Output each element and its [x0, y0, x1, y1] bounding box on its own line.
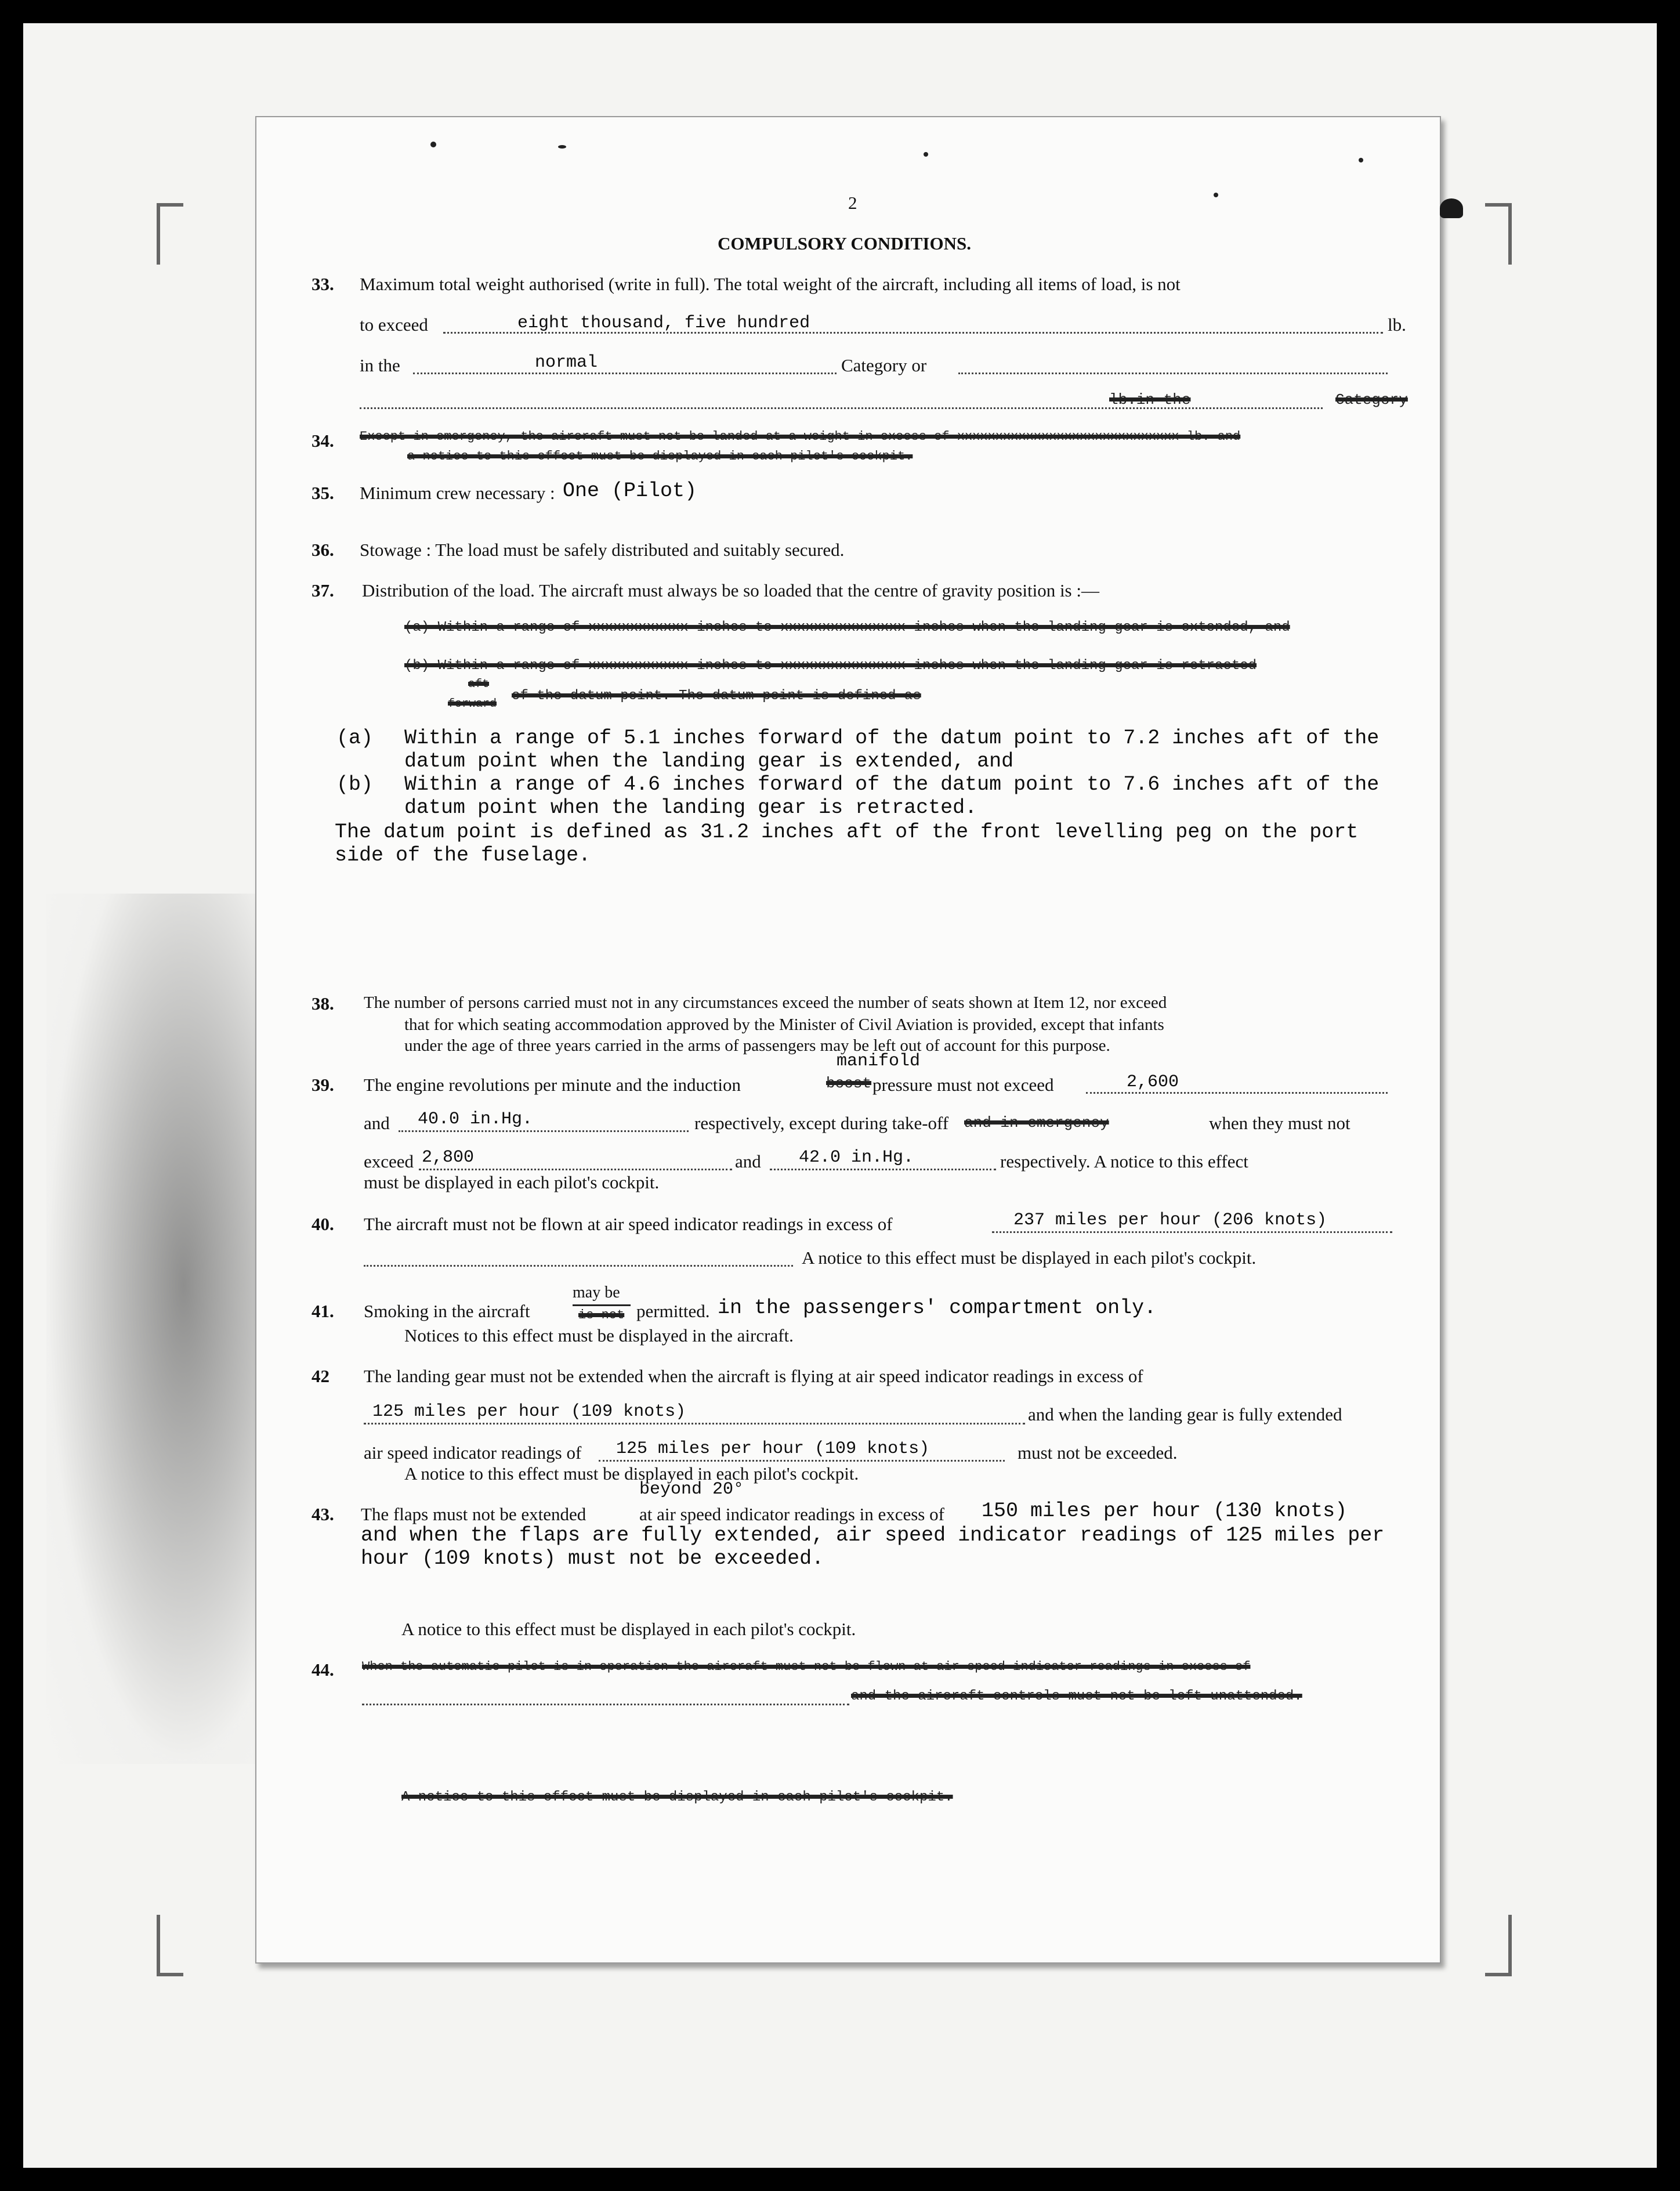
rpm-takeoff-value: 2,800 [422, 1148, 475, 1167]
typed-text: Within a range of 5.1 inches forward of the datum point to 7.2 inches aft of the [404, 726, 1380, 750]
fill-line [770, 1169, 996, 1170]
typed-text: in the passengers' compartment only. [718, 1296, 1157, 1319]
item-number: 41. [312, 1301, 334, 1321]
ink-speck [430, 142, 436, 147]
fill-line [364, 1265, 793, 1267]
typed-text: The datum point is defined as 31.2 inches aft of the front levelling peg on the port [335, 820, 1359, 844]
notice-text: A notice to this effect must be displayed in each pilot's cockpit. [404, 1463, 859, 1484]
notice-text: A notice to this effect must be displayed in each pilot's cockpit. [401, 1619, 856, 1639]
item-text: under the age of three years carried in the arms of passengers may be left out of account for this purpose. [404, 1036, 1110, 1055]
item-text: The number of persons carried must not in any circumstances exceed the number of seats shown at Item 12, nor exceed [364, 993, 1167, 1012]
ink-speck [1214, 193, 1218, 197]
fill-line [958, 373, 1388, 374]
item-text: respectively. A notice to this effect [1000, 1151, 1248, 1172]
fill-line [992, 1231, 1392, 1233]
item-text: respectively, except during take-off [694, 1113, 949, 1133]
notice-text: Notices to this effect must be displayed in the aircraft. [404, 1325, 794, 1346]
item-text: must not be exceeded. [1018, 1442, 1178, 1463]
struck-text: When the automatic pilot is in operation the aircraft must not be flown at air speed indicator readings in excess of [362, 1659, 1251, 1674]
item-number: 42 [312, 1366, 330, 1386]
item-text: must be displayed in each pilot's cockpit. [364, 1172, 660, 1192]
item-text: Minimum crew necessary : [360, 483, 555, 503]
struck-text: a notice to this effect must be displayed in each pilot's cockpit. [407, 449, 913, 464]
notice-text: A notice to this effect must be displayed in each pilot's cockpit. [802, 1248, 1257, 1268]
fill-line [413, 373, 837, 374]
item-number: 39. [312, 1075, 334, 1095]
fill-line [599, 1460, 1005, 1462]
ink-speck [1440, 198, 1463, 218]
item-number: 33. [312, 274, 334, 294]
item-number: 38. [312, 993, 334, 1014]
typed-text: side of the fuselage. [335, 844, 591, 867]
item-number: 34. [312, 431, 334, 451]
gear-extended-speed-value: 125 miles per hour (109 knots) [616, 1439, 930, 1459]
struck-text: Except in emergency, the aircraft must not be landed at a weight in excess of xxxxxxxxxxxxxxxxxxxxxxxxxxxxx lb. and [360, 429, 1241, 444]
fill-line [399, 1130, 689, 1132]
fraction-bottom-struck: is not [578, 1308, 625, 1322]
typed-text: 150 miles per hour (130 knots) [982, 1499, 1348, 1523]
rpm-value: 2,600 [1127, 1072, 1179, 1092]
item-number: 37. [312, 580, 334, 601]
ink-speck [1359, 158, 1363, 162]
struck-fraction-bottom: forward [448, 697, 497, 711]
item-text: The aircraft must not be flown at air speed indicator readings in excess of [364, 1214, 893, 1234]
crop-mark-top-right [1485, 203, 1512, 265]
item-number: 35. [312, 483, 334, 503]
struck-text: (a) Within a range of xxxxxxxxxxxx inches to xxxxxxxxxxxxxxx inches when the landing gear is extended, and [404, 620, 1290, 635]
fraction-bar [573, 1304, 631, 1306]
item-text: that for which seating accommodation approved by the Minister of Civil Aviation is provided, except that infants [404, 1015, 1164, 1034]
struck-text: A notice to this effect must be displayed in each pilot's cockpit. [401, 1789, 953, 1805]
struck-text: (b) Within a range of xxxxxxxxxxxx inches to xxxxxxxxxxxxxxx inches when the landing gear is retracted [404, 658, 1257, 674]
item-text: and when the landing gear is fully extended [1028, 1404, 1342, 1424]
item-text: pressure must not exceed [872, 1075, 1054, 1095]
field-unit: lb. [1388, 314, 1406, 335]
struck-text: lb.in the [1109, 391, 1191, 408]
item-text: Stowage : The load must be safely distributed and suitably secured. [360, 540, 845, 560]
item-text: at air speed indicator readings in excess of [639, 1504, 944, 1524]
fraction-top: may be [573, 1283, 620, 1301]
item-number: 36. [312, 540, 334, 560]
ink-speck [924, 152, 928, 157]
pressure-takeoff-value: 42.0 in.Hg. [799, 1148, 914, 1167]
airspeed-limit-value: 237 miles per hour (206 knots) [1013, 1210, 1327, 1230]
item-text: The engine revolutions per minute and the induction [364, 1075, 741, 1095]
field-label: in the [360, 355, 400, 375]
struck-text: Category [1335, 391, 1408, 408]
item-text: The landing gear must not be extended when the aircraft is flying at air speed indicator readings in excess of [364, 1366, 1143, 1386]
gear-extend-speed-value: 125 miles per hour (109 knots) [372, 1402, 686, 1422]
crew-value: One (Pilot) [563, 479, 697, 502]
item-text: Maximum total weight authorised (write in full). The total weight of the aircraft, including all items of load, is not [360, 274, 1181, 294]
document-page [255, 116, 1441, 1964]
item-text: Smoking in the aircraft [364, 1301, 530, 1321]
typed-text: Within a range of 4.6 inches forward of the datum point to 7.6 inches aft of the [404, 773, 1380, 796]
typed-insert: beyond 20° [639, 1480, 744, 1499]
field-label: to exceed [360, 314, 428, 335]
item-number: 43. [312, 1504, 334, 1524]
typed-label: (b) [336, 773, 374, 796]
struck-text: and the aircraft controls must not be left unattended. [851, 1689, 1302, 1704]
item-text: air speed indicator readings of [364, 1442, 582, 1463]
fill-line [362, 1704, 849, 1705]
item-number: 40. [312, 1214, 334, 1234]
struck-text: of the datum point. The datum point is defined as [512, 688, 921, 704]
fill-line [419, 1169, 732, 1170]
crop-mark-bottom-left [157, 1915, 183, 1976]
struck-fraction-top: aft [468, 678, 490, 691]
typed-text: datum point when the landing gear is extended, and [404, 750, 1014, 773]
item-text: Distribution of the load. The aircraft must always be so loaded that the centre of gravity position is :— [362, 580, 1099, 601]
item-text: when they must not [1209, 1113, 1350, 1133]
item-number: 44. [312, 1659, 334, 1680]
item-text: permitted. [636, 1301, 710, 1321]
weight-value: eight thousand, five hundred [517, 313, 810, 333]
page-heading: COMPULSORY CONDITIONS. [718, 233, 971, 254]
crop-mark-bottom-right [1485, 1915, 1512, 1976]
field-label: exceed [364, 1151, 414, 1172]
page-number: 2 [848, 193, 857, 213]
fill-line [1086, 1092, 1388, 1094]
pressure-value: 40.0 in.Hg. [418, 1109, 533, 1129]
crop-mark-top-left [157, 203, 183, 265]
typed-text: and when the flaps are fully extended, air speed indicator readings of 125 miles per [361, 1524, 1385, 1547]
field-label: and [364, 1113, 390, 1133]
item-text: The flaps must not be extended [361, 1504, 586, 1524]
ink-speck [558, 145, 566, 149]
typed-label: (a) [336, 726, 374, 750]
typed-text: datum point when the landing gear is retracted. [404, 796, 977, 819]
fill-line [364, 1423, 1025, 1424]
struck-word: boost [826, 1075, 872, 1092]
typed-text: hour (109 knots) must not be exceeded. [361, 1547, 824, 1570]
field-label: and [735, 1151, 761, 1172]
typed-insert: manifold [837, 1051, 921, 1071]
struck-text: and in emergency [964, 1114, 1109, 1131]
field-label: Category or [841, 355, 927, 375]
category-value: normal [535, 353, 598, 373]
